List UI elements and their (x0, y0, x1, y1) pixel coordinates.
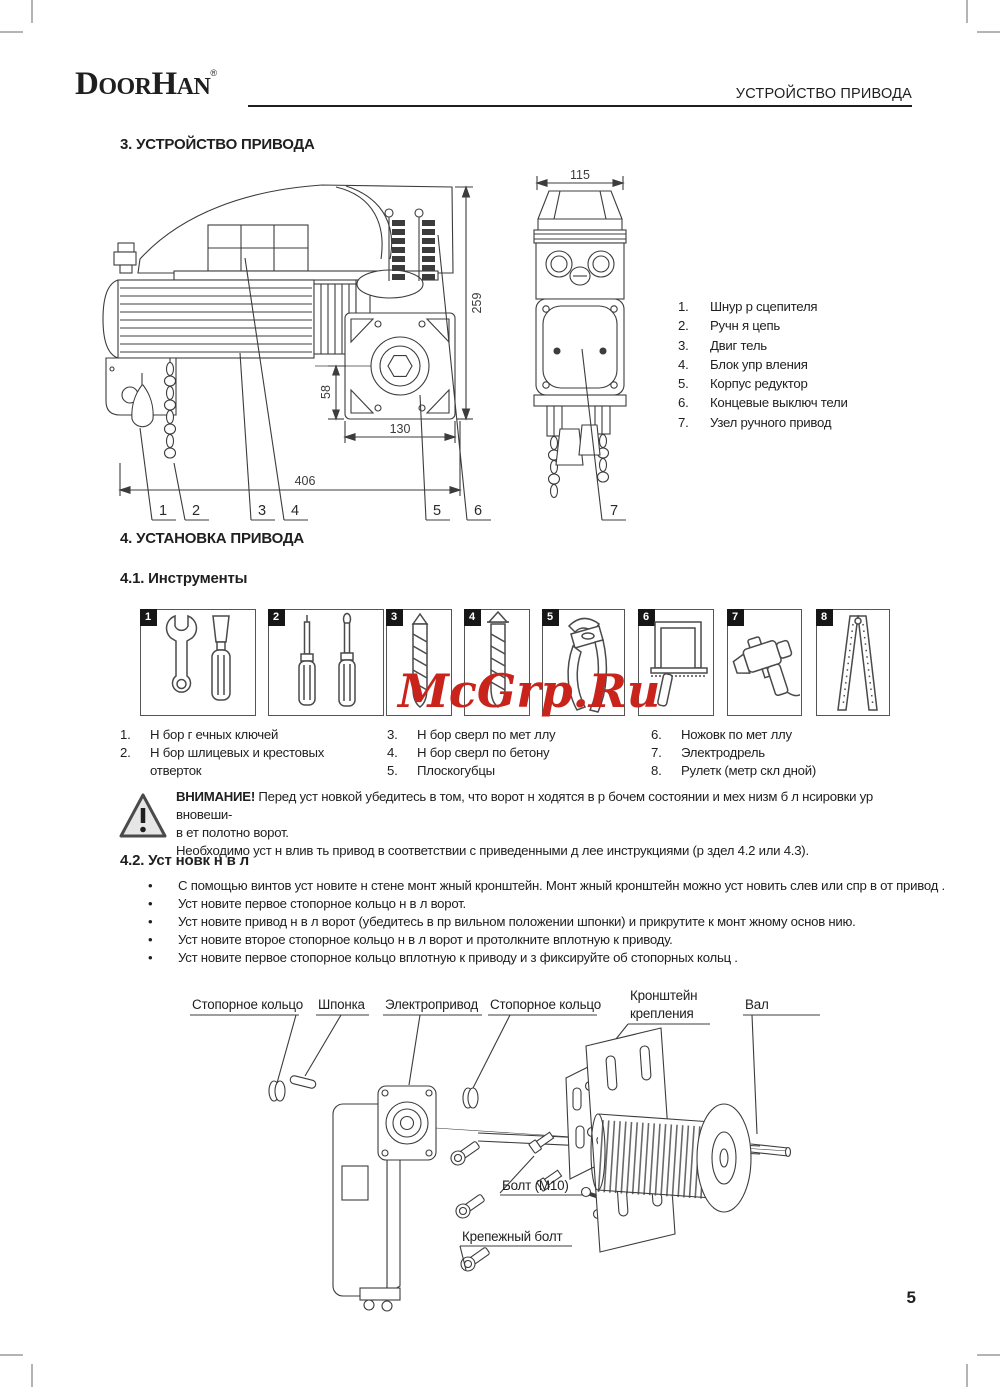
tool-box-number: 1 (140, 609, 157, 626)
tool-box-number: 3 (386, 609, 403, 626)
section-42-heading: 4.2. Уст новк н в л (120, 852, 249, 869)
section-42-bullets (146, 877, 952, 967)
tools-list-item: 2. Н бор шлицевых и крестовых отверток (120, 745, 325, 778)
crop-mark (31, 0, 33, 23)
warning-title: ВНИМАНИЕ! (176, 789, 255, 804)
warning-line-3: Необходимо уст н влив ть привод в соответствии с приведенными д лее инструкциями (р здел 4.2 или 4.3). (176, 843, 809, 858)
legend-item: 5. Корпус редуктор (678, 376, 808, 392)
label-bracket-line1: Кронштейн (630, 988, 698, 1003)
folding-ruler-icon (817, 610, 888, 714)
crop-mark (977, 1354, 1000, 1356)
crop-mark (0, 1354, 23, 1356)
dim-259: 259 (470, 292, 484, 314)
page-number: 5 (906, 1288, 916, 1307)
legend-item: 6. Концевые выключ тели (678, 395, 848, 411)
bullet-item: • Уст новите привод н в л ворот (убедитесь в пр вильном положении шпонки) и прикрутите к монт жному основ нию. (148, 914, 856, 929)
tools-list-item: 1. Н бор г ечных ключей (120, 727, 279, 742)
tool-box-7 (727, 609, 802, 716)
tool-box-number: 7 (727, 609, 744, 626)
warning-text (176, 788, 918, 860)
label-key: Шпонка (318, 997, 365, 1012)
parts-legend (678, 297, 848, 432)
header-rule (248, 105, 912, 107)
legend-item: 3. Двиг тель (678, 337, 767, 353)
bullet-item: • Уст новите первое стопорное кольцо н в л ворот. (148, 896, 466, 911)
section-3-heading: 3. УСТРОЙСТВО ПРИВОДА (120, 136, 315, 153)
tools-list-col-2 (387, 726, 627, 780)
tools-list-col-3 (651, 726, 901, 780)
tool-box-number: 6 (638, 609, 655, 626)
callout-7: 7 (609, 503, 619, 519)
shaft-assembly-diagram (120, 986, 920, 1316)
legend-item: 1. Шнур р сцепителя (678, 299, 818, 314)
label-stop-ring-2: Стопорное кольцо (490, 997, 601, 1012)
watermark: McGrp.Ru (398, 664, 661, 718)
legend-item: 2. Ручн я цепь (678, 318, 781, 334)
drive-unit-technical-drawing (90, 163, 670, 528)
label-bracket-line2: крепления (630, 1006, 694, 1021)
dim-406: 406 (294, 474, 316, 488)
tool-box-number: 5 (542, 609, 559, 626)
crop-mark (0, 31, 23, 33)
section-4-heading: 4. УСТАНОВКА ПРИВОДА (120, 530, 305, 547)
warning-line-1: ВНИМАНИЕ! Перед уст новкой убедитесь в том, что ворот н ходятся в р бочем состоянии и мех низм б л нсировки ур вновеши- (176, 789, 873, 822)
callout-4: 4 (290, 503, 300, 519)
section-41-heading: 4.1. Инструменты (120, 570, 248, 587)
callout-1: 1 (158, 503, 168, 519)
tools-list-item: 8. Рулетк (метр скл дной) (651, 763, 816, 778)
label-shaft: Вал (745, 997, 769, 1012)
label-mount-bolt: Крепежный болт (462, 1229, 563, 1244)
tools-list-item: 3. Н бор сверл по мет ллу (387, 727, 556, 742)
tool-box-8 (816, 609, 890, 716)
dim-130: 130 (389, 422, 411, 436)
tools-list-item: 4. Н бор сверл по бетону (387, 745, 550, 760)
callout-5: 5 (432, 503, 442, 519)
registered-mark: ® (210, 68, 217, 78)
legend-item: 7. Узел ручного привод (678, 414, 832, 430)
electric-drill-icon (728, 610, 800, 714)
label-drive: Электропривод (385, 997, 478, 1012)
callout-6: 6 (473, 503, 483, 519)
header-title: УСТРОЙСТВО ПРИВОДА (735, 86, 912, 102)
crop-mark (966, 0, 968, 23)
bullet-item: • С помощью винтов уст новите н стене монт жный кронштейн. Монт жный кронштейн можно уст новить слев или спр в от привод . (148, 878, 945, 893)
crop-mark (977, 31, 1000, 33)
tool-box-number: 8 (816, 609, 833, 626)
tool-box-number: 2 (268, 609, 285, 626)
callout-3: 3 (257, 503, 267, 519)
tools-list-col-1 (120, 726, 370, 780)
dim-58: 58 (319, 385, 333, 399)
bullet-item: • Уст новите первое стопорное кольцо вплотную к приводу и з фиксируйте об стопорных кольц . (148, 950, 738, 965)
tools-list-item: 5. Плоскогубцы (387, 763, 495, 778)
bullet-item: • Уст новите второе стопорное кольцо н в л ворот и протолкните вплотную к приводу. (148, 932, 673, 947)
crop-mark (31, 1364, 33, 1387)
tool-box-number: 4 (464, 609, 481, 626)
wrench-and-socket-driver-icon (141, 610, 254, 714)
label-stop-ring-1: Стопорное кольцо (192, 997, 303, 1012)
callout-2: 2 (191, 503, 201, 519)
screwdrivers-icon (269, 610, 382, 714)
doorhan-logo: DOORHAN® (75, 66, 217, 102)
warning-line-2: в ет полотно ворот. (176, 825, 289, 840)
tools-list-item: 7. Электродрель (651, 745, 765, 760)
dim-115: 115 (570, 168, 590, 182)
legend-item: 4. Блок упр вления (678, 356, 808, 372)
label-bolt-m10: Болт (М10) (502, 1178, 569, 1193)
tool-box-1 (140, 609, 256, 716)
warning-triangle-icon (117, 791, 169, 841)
crop-mark (966, 1364, 968, 1387)
tool-box-2 (268, 609, 384, 716)
tools-list-item: 6. Ножовк по мет ллу (651, 727, 792, 742)
